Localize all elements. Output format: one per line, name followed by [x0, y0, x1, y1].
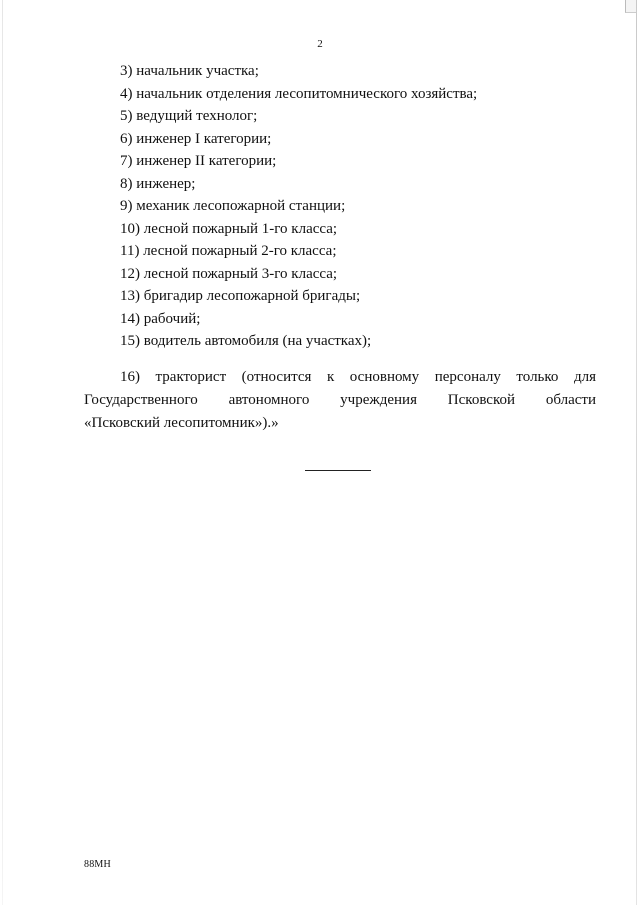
list-item: 7) инженер II категории;	[120, 153, 277, 169]
document-code: 88МН	[84, 859, 111, 870]
list-item: 6) инженер I категории;	[120, 130, 272, 147]
list-item: 10) лесной пожарный 1-го класса;	[120, 220, 338, 237]
scan-corner-mark	[625, 0, 636, 13]
list-item: 12) лесной пожарный 3-го класса;	[120, 265, 338, 282]
list-item: 5) ведущий технолог;	[120, 108, 258, 124]
list-item: 3) начальник участка;	[120, 63, 259, 79]
scan-edge-left	[2, 0, 3, 905]
end-separator-line	[305, 470, 371, 471]
list-item: 9) механик лесопожарной станции;	[120, 198, 346, 214]
list-item: 4) начальник отделения лесопитомнического хозяйства;	[120, 85, 478, 102]
list-item: 8) инженер;	[120, 175, 196, 192]
paragraph-line: Государственного автономного учреждения Псковской области	[84, 392, 596, 408]
position-list	[84, 60, 596, 353]
list-item: 14) рабочий;	[120, 310, 201, 327]
paragraph-line: 16) тракторист (относится к основному персоналу только для	[120, 369, 596, 385]
list-item: 15) водитель автомобиля (на участках);	[120, 333, 372, 349]
paragraph-line: «Псковский лесопитомник»).»	[84, 415, 279, 431]
list-item-tractor-driver	[84, 366, 596, 435]
scan-edge-right	[636, 0, 637, 905]
list-item: 13) бригадир лесопожарной бригады;	[120, 288, 361, 304]
list-item: 11) лесной пожарный 2-го класса;	[120, 243, 337, 259]
page-number: 2	[317, 38, 323, 50]
